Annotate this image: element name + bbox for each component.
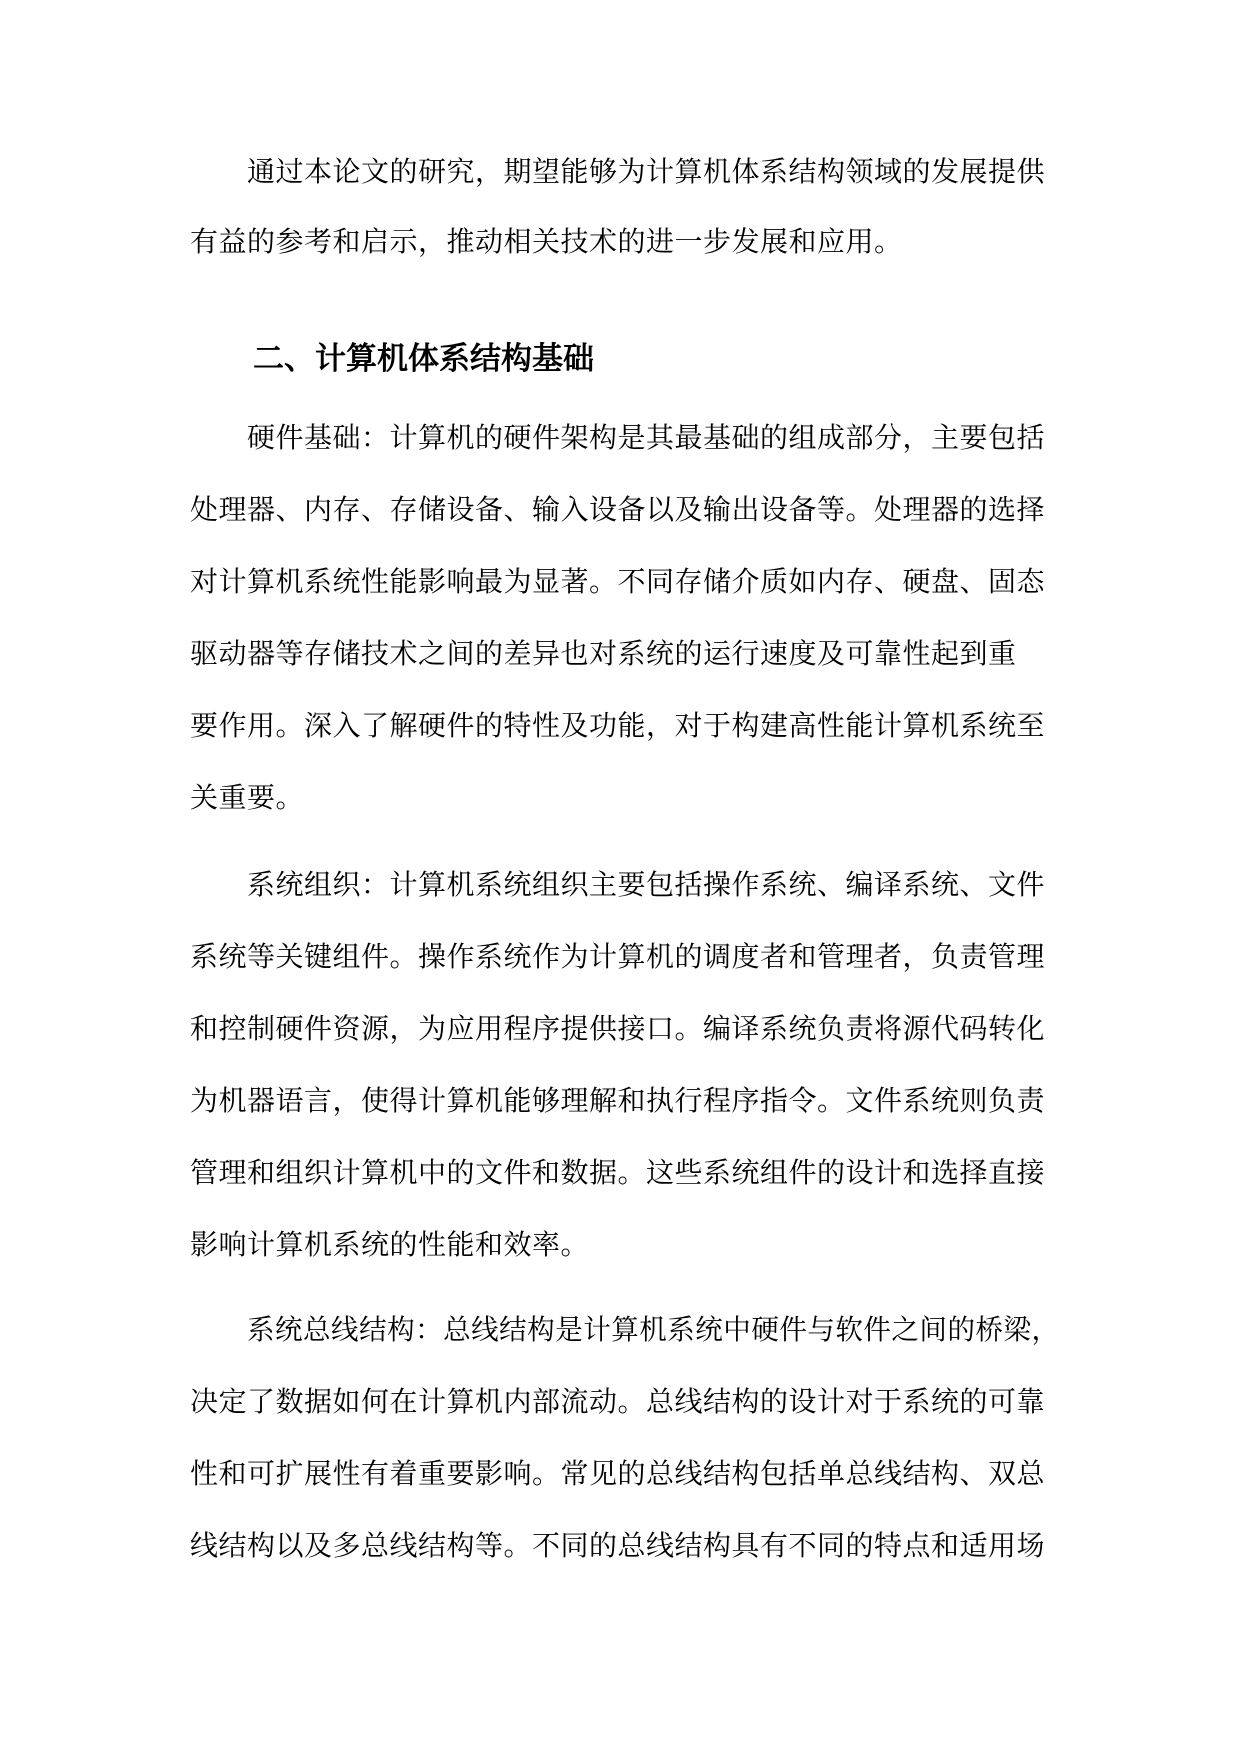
paragraph-2-line-6: 影响计算机系统的性能和效率。: [190, 1228, 590, 1261]
paragraph-1-line-2: 处理器、内存、存储设备、输入设备以及输出设备等。处理器的选择: [190, 493, 1046, 526]
intro-line-1: 通过本论文的研究，期望能够为计算机体系结构领域的发展提供: [247, 155, 1046, 188]
paragraph-1-line-4: 驱动器等存储技术之间的差异也对系统的运行速度及可靠性起到重: [190, 637, 1017, 670]
paragraph-2-line-2: 系统等关键组件。操作系统作为计算机的调度者和管理者，负责管理: [190, 940, 1046, 973]
paragraph-3-line-4: 线结构以及多总线结构等。不同的总线结构具有不同的特点和适用场: [190, 1529, 1046, 1562]
paragraph-1-line-1: 硬件基础：计算机的硬件架构是其最基础的组成部分，主要包括: [247, 421, 1046, 454]
paragraph-1-line-3: 对计算机系统性能影响最为显著。不同存储介质如内存、硬盘、固态: [190, 565, 1046, 598]
section-heading: 二、计算机体系结构基础: [253, 341, 594, 377]
paragraph-2-line-4: 为机器语言，使得计算机能够理解和执行程序指令。文件系统则负责: [190, 1084, 1046, 1117]
paragraph-2-line-5: 管理和组织计算机中的文件和数据。这些系统组件的设计和选择直接: [190, 1156, 1046, 1189]
intro-line-2: 有益的参考和启示，推动相关技术的进一步发展和应用。: [190, 225, 903, 258]
paragraph-1-line-6: 关重要。: [190, 781, 305, 814]
paragraph-3-line-2: 决定了数据如何在计算机内部流动。总线结构的设计对于系统的可靠: [190, 1385, 1046, 1418]
paragraph-2-line-3: 和控制硬件资源，为应用程序提供接口。编译系统负责将源代码转化: [190, 1012, 1046, 1045]
paragraph-3-line-1: 系统总线结构：总线结构是计算机系统中硬件与软件之间的桥梁，: [247, 1313, 1060, 1346]
paragraph-1-line-5: 要作用。深入了解硬件的特性及功能，对于构建高性能计算机系统至: [190, 709, 1046, 742]
paragraph-2-line-1: 系统组织：计算机系统组织主要包括操作系统、编译系统、文件: [247, 868, 1046, 901]
paragraph-3-line-3: 性和可扩展性有着重要影响。常见的总线结构包括单总线结构、双总: [190, 1457, 1046, 1490]
